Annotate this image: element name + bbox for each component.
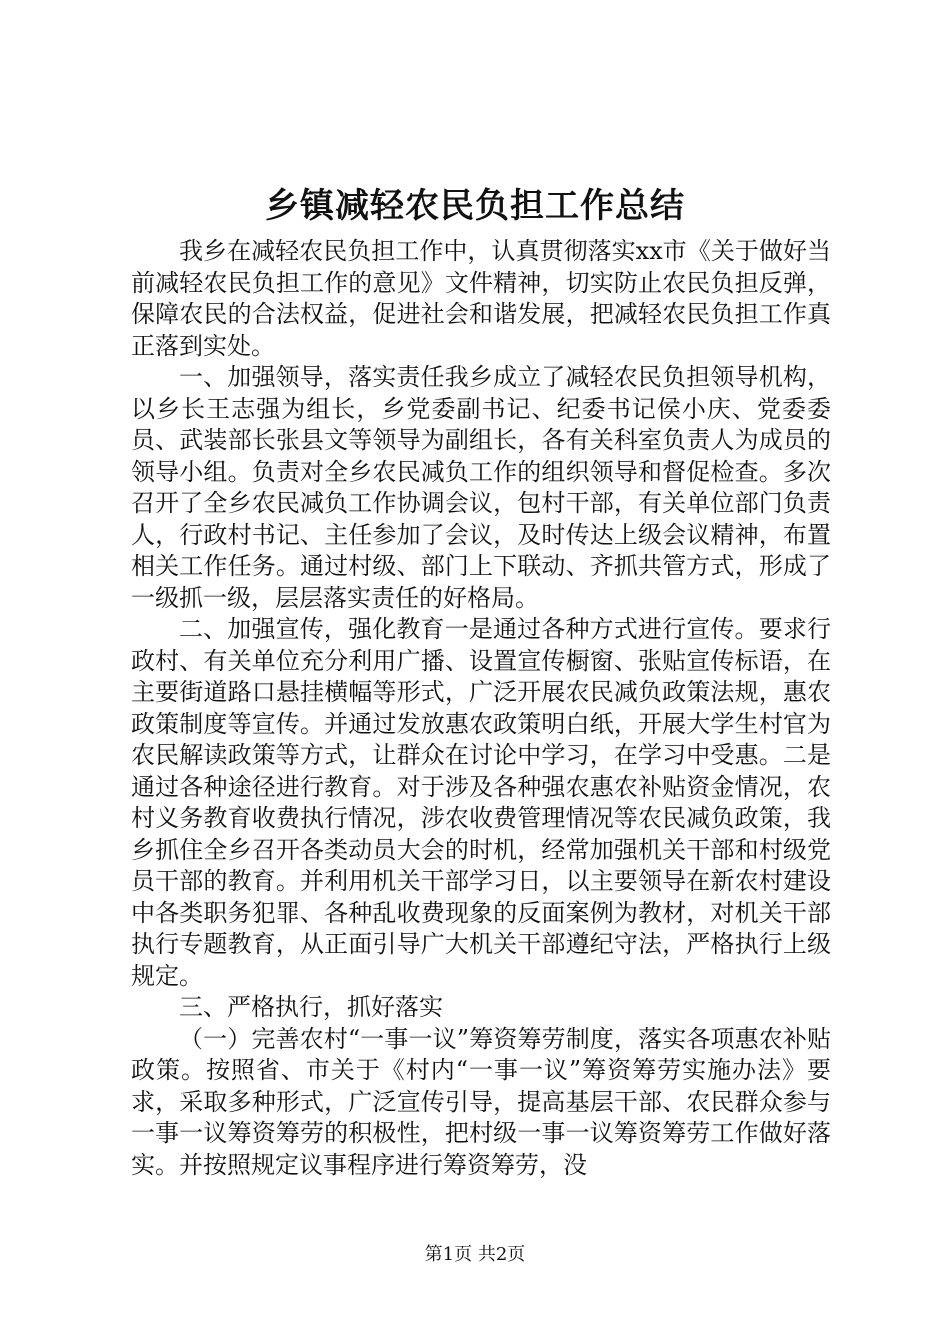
document-title: 乡镇减轻农民负担工作总结: [265, 186, 685, 226]
document-body: [131, 236, 831, 1181]
paragraph-section-3-1: （一）完善农村“一事一议”筹资筹劳制度，落实各项惠农补贴政策。按照省、市关于《村内“一事一议”筹资筹劳实施办法》要求，采取多种形式，广泛宣传引导，提高基层干部、农民群众参与一事一议筹资筹劳的积极性，把村级一事一议筹资筹劳工作做好落实。并按照规定议事程序进行筹资筹劳，没: [131, 1024, 831, 1179]
paragraph-section-1: 一、加强领导，落实责任我乡成立了减轻农民负担领导机构，以乡长王志强为组长，乡党委副书记、纪委书记侯小庆、党委委员、武装部长张县文等领导为副组长，各有关科室负责人为成员的领导小组。负责对全乡农民减负工作的组织领导和督促检查。多次召开了全乡农民减负工作协调会议，包村干部，有关单位部门负责人，行政村书记、主任参加了会议，及时传达上级会议精神，布置相关工作任务。通过村级、部门上下联动、齐抓共管方式，形成了一级抓一级，层层落实责任的好格局。: [131, 363, 831, 612]
page-number-footer: 第1页 共2页: [424, 1244, 526, 1265]
paragraph-intro: 我乡在减轻农民负担工作中，认真贯彻落实xx市《关于做好当前减轻农民负担工作的意见》文件精神，切实防止农民负担反弹，保障农民的合法权益，促进社会和谐发展，把减轻农民负担工作真正落到实处。: [131, 237, 831, 360]
paragraph-section-2: 二、加强宣传，强化教育一是通过各种方式进行宣传。要求行政村、有关单位充分利用广播、设置宣传橱窗、张贴宣传标语，在主要街道路口悬挂横幅等形式，广泛开展农民减负政策法规，惠农政策制度等宣传。并通过发放惠农政策明白纸，开展大学生村官为农民解读政策等方式，让群众在讨论中学习，在学习中受惠。二是通过各种途径进行教育。对于涉及各种强农惠农补贴资金情况，农村义务教育收费执行情况，涉农收费管理情况等农民减负政策，我乡抓住全乡召开各类动员大会的时机，经常加强机关干部和村级党员干部的教育。并利用机关干部学习日，以主要领导在新农村建设中各类职务犯罪、各种乱收费现象的反面案例为教材，对机关干部执行专题教育，从正面引导广大机关干部遵纪守法，严格执行上级规定。: [131, 615, 831, 990]
paragraph-section-3-heading: 三、严格执行，抓好落实: [179, 993, 443, 1021]
